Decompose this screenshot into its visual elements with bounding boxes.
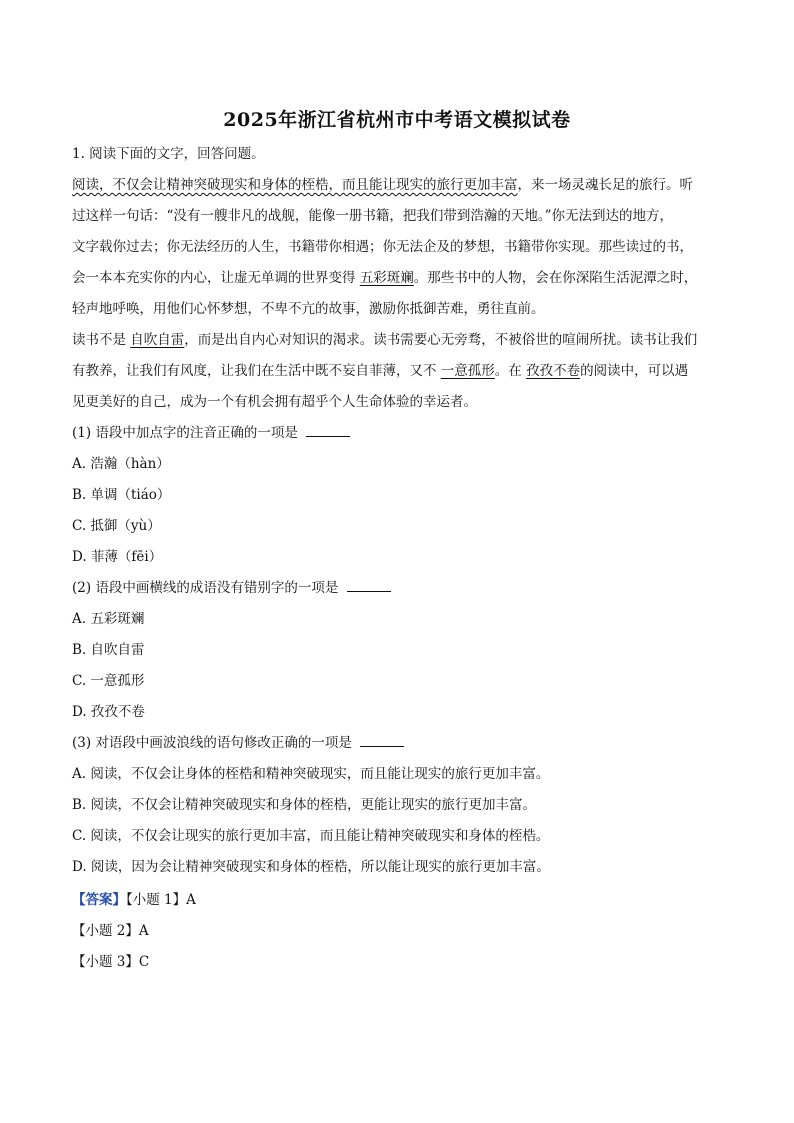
answer-blank[interactable] bbox=[306, 424, 350, 437]
question-intro: 1. 阅读下面的文字，回答问题。 bbox=[72, 146, 265, 162]
underlined-idiom: 孜孜不卷 bbox=[526, 363, 581, 379]
passage-p1-line3: 文字载你过去；你无法经历的人生，书籍带你相遇；你无法企及的梦想，书籍带你实现。那些读过的书， bbox=[72, 239, 693, 255]
q2-option-c: C. 一意孤形 bbox=[72, 673, 145, 689]
page-title: 2025年浙江省杭州市中考语文模拟试卷 bbox=[223, 109, 571, 131]
q2-option-d: D. 孜孜不卷 bbox=[72, 704, 145, 720]
q3-stem: (3) 对语段中画波浪线的语句修改正确的一项是 bbox=[72, 733, 734, 753]
q3-option-a: A. 阅读，不仅会让身体的桎梏和精神突破现实，而且能让现实的旅行更加丰富。 bbox=[72, 766, 550, 782]
q3-option-d: D. 阅读，因为会让精神突破现实和身体的桎梏，所以能让现实的旅行更加丰富。 bbox=[72, 859, 550, 875]
q2-stem: (2) 语段中画横线的成语没有错别字的一项是 bbox=[72, 578, 734, 598]
passage-p2-line2: 有教养，让我们有风度，让我们在生活中既不妄自菲薄，又不 一意孤形。在 孜孜不卷的阅读中，可以遇 bbox=[72, 363, 689, 379]
q1-stem: (1) 语段中加点字的注音正确的一项是 bbox=[72, 423, 734, 443]
q3-option-c: C. 阅读，不仅会让现实的旅行更加丰富，而且能让精神突破现实和身体的桎梏。 bbox=[72, 828, 550, 844]
passage-p1-line5: 轻声地呼唤，用他们心怀梦想，不卑不亢的故事，激励你抵御苦难，勇往直前。 bbox=[72, 301, 545, 317]
q1-option-b: B. 单调（tiáo） bbox=[72, 487, 171, 503]
q2-option-b: B. 自吹自雷 bbox=[72, 642, 145, 658]
answer-line-1: 【答案】【小题 1】A bbox=[72, 892, 196, 908]
answer-blank[interactable] bbox=[347, 579, 391, 592]
q2-option-a: A. 五彩斑斓 bbox=[72, 611, 145, 627]
answer-blank[interactable] bbox=[360, 734, 404, 747]
passage-p2-line3: 见更美好的自己，成为一个有机会拥有超乎个人生命体验的幸运者。 bbox=[72, 394, 477, 410]
underlined-idiom: 一意孤形 bbox=[440, 363, 495, 379]
passage-p1-line4: 会一本本充实你的内心，让虚无单调的世界变得 五彩斑斓。那些书中的人物，会在你深陷生活泥潭之时， bbox=[72, 270, 698, 286]
q1-option-d: D. 菲薄（fēi） bbox=[72, 549, 163, 565]
q3-option-b: B. 阅读，不仅会让精神突破现实和身体的桎梏，更能让现实的旅行更加丰富。 bbox=[72, 797, 537, 813]
q1-option-a: A. 浩瀚（hàn） bbox=[72, 456, 170, 472]
underlined-idiom: 自吹自雷 bbox=[130, 332, 185, 348]
passage-p2-line1: 读书不是 自吹自雷，而是出自内心对知识的渴求。读书需要心无旁骛，不被俗世的喧闹所扰。读书让我们 bbox=[72, 332, 698, 348]
answer-label: 【答案】 bbox=[72, 892, 126, 908]
underlined-idiom: 五彩斑斓 bbox=[359, 270, 414, 286]
answer-line-2: 【小题 2】A bbox=[72, 923, 149, 939]
passage-p1-line2: 过这样一句话：“没有一艘非凡的战舰，能像一册书籍，把我们带到浩瀚的天地。”你无法到达的地方， bbox=[72, 208, 674, 224]
answer-line-3: 【小题 3】C bbox=[72, 954, 150, 970]
q1-option-c: C. 抵御（yù） bbox=[72, 518, 161, 534]
passage-p1-line1: 阅读，不仅会让精神突破现实和身体的桎梏，而且能让现实的旅行更加丰富，来一场灵魂长足的旅行。听 bbox=[72, 177, 693, 193]
wavy-sentence: 阅读，不仅会让精神突破现实和身体的桎梏，而且能让现实的旅行更加丰富 bbox=[72, 177, 518, 193]
